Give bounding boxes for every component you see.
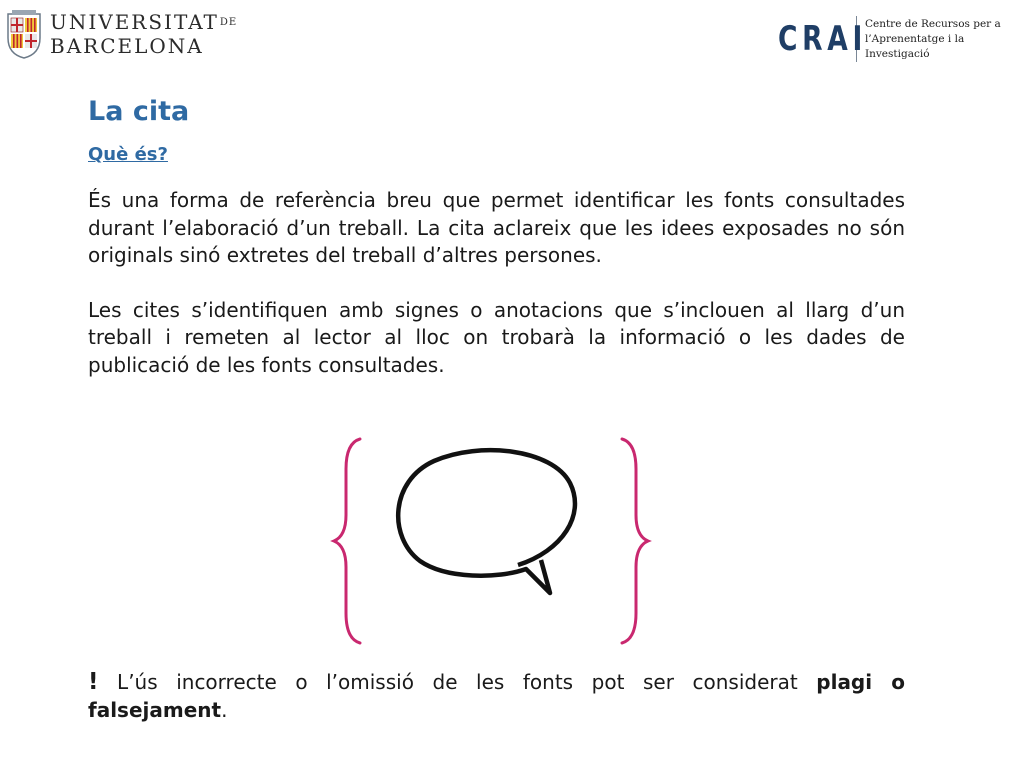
left-brace: [334, 439, 360, 643]
section-subtitle: Què és?: [88, 144, 168, 165]
university-name-line1: UNIVERSITAT: [50, 9, 219, 34]
citation-illustration: [330, 433, 660, 648]
university-seal-icon: [6, 8, 42, 60]
explanation-paragraph: Les cites s’identifiquen amb signes o anotacions que s’inclouen al llarg d’un treball i remeten al lector al lloc on trobarà la informació o les dades de publicació de les fonts consultades.: [88, 297, 905, 377]
university-name-line2: BARCELONA: [50, 33, 204, 58]
university-logo: [6, 8, 237, 60]
warning-emphasis: plagi o falsejament: [88, 670, 906, 722]
university-name: [50, 11, 237, 58]
crai-description: [865, 17, 1024, 62]
definition-paragraph: És una forma de referència breu que permet identificar les fonts consultades durant l’elaboració d’un treball. La cita aclareix que les idees exposades no són originals sinó extretes del treball d’altres persones.: [88, 188, 905, 267]
crai-description-line1: Centre de Recursos per a: [864, 17, 1001, 30]
warning-text: L’ús incorrecte o l’omissió de les fonts pot ser considerat: [98, 670, 817, 694]
warning-end: .: [221, 698, 228, 722]
slide-title: La cita: [88, 96, 190, 127]
crai-wordmark: CRAI: [778, 19, 868, 59]
crai-logo: [778, 16, 1024, 62]
crai-description-line2: l’Aprenentatge i la Investigació: [864, 32, 965, 60]
plagiarism-warning: [88, 668, 905, 724]
university-name-suffix: DE: [219, 16, 238, 28]
slide-content: [88, 94, 905, 379]
warning-mark: !: [88, 669, 99, 695]
right-brace: [622, 439, 648, 643]
speech-bubble-icon: [398, 450, 575, 593]
curly-braces-icon: [334, 439, 648, 643]
slide-header: [0, 0, 1024, 75]
